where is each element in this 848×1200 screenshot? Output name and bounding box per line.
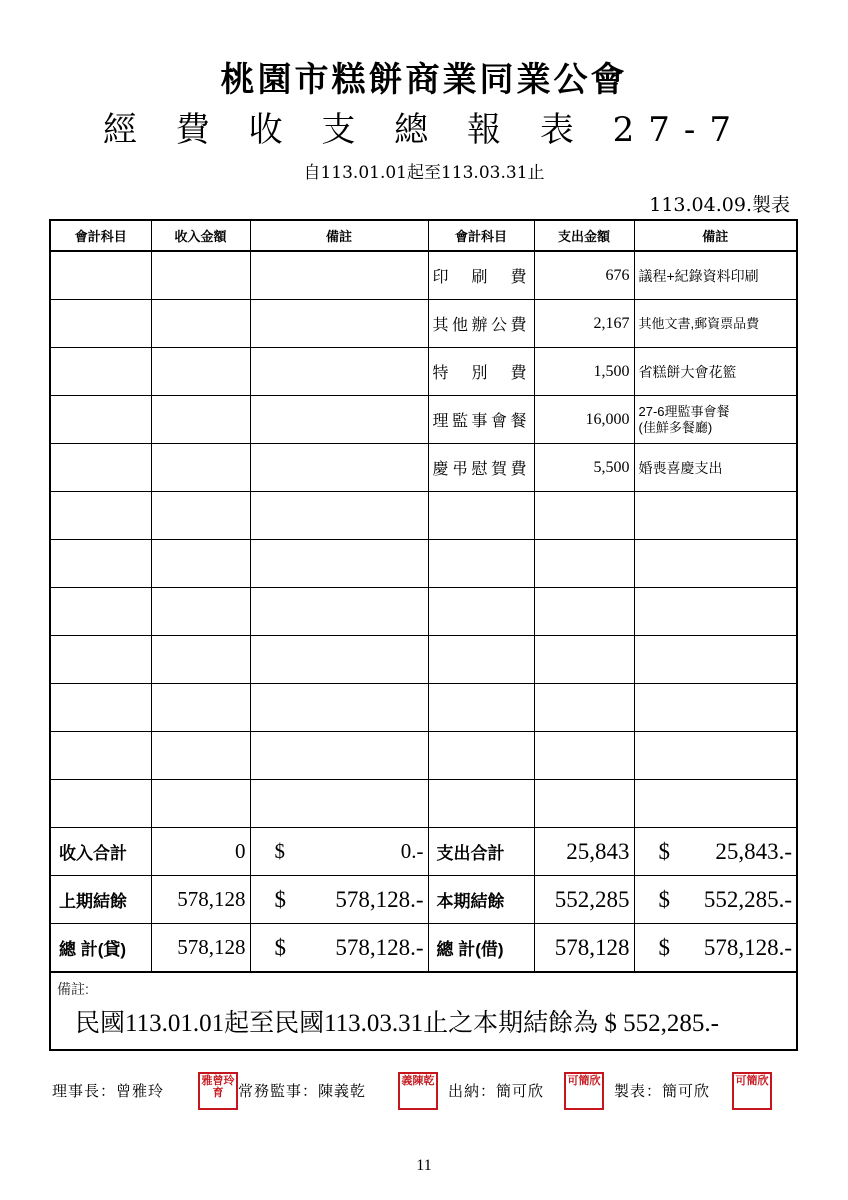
chairman-seal: 雅曾玲育 [198, 1072, 238, 1110]
credit-total: 578,128 [151, 924, 250, 973]
supervisor-signature: 常務監事：陳義乾 [238, 1082, 367, 1100]
income-total-value: 0.- [400, 839, 424, 863]
table-row [50, 444, 797, 492]
dollar-sign: $ [274, 886, 286, 912]
prev-balance: 578,128 [151, 876, 250, 924]
totals-row [50, 828, 797, 876]
empty-row [50, 540, 797, 588]
remark-label: 備註: [57, 981, 89, 997]
dollar-sign: $ [274, 934, 286, 960]
maker-signature: 製表：簡可欣 [614, 1082, 711, 1100]
table-row [50, 348, 797, 396]
expense-amount: 5,500 [534, 444, 634, 492]
dollar-sign: $ [274, 839, 285, 863]
expense-note-line: 27-6理監事會餐 [638, 403, 730, 419]
curr-balance-value: 552,285.- [703, 886, 792, 912]
maker-seal: 可簡欣 [732, 1072, 772, 1110]
expense-account: 其他辦公費 [428, 300, 534, 348]
report-period: 自113.01.01起至113.03.31止 [303, 163, 545, 183]
credit-total-value: 578,128.- [335, 934, 424, 960]
debit-total-label: 總 計(借) [428, 924, 534, 973]
made-date: 113.04.09.製表 [649, 194, 790, 216]
expense-account: 慶弔慰賀費 [428, 444, 534, 492]
empty-row [50, 684, 797, 732]
grand-total-row [50, 924, 797, 973]
page-number: 11 [416, 1157, 432, 1174]
expense-total: 25,843 [534, 828, 634, 876]
income-total-label: 收入合計 [50, 828, 151, 876]
expense-note: 議程+紀錄資料印刷 [634, 251, 797, 300]
dollar-sign: $ [658, 886, 670, 912]
empty-row [50, 492, 797, 540]
expense-account: 特別費 [428, 348, 534, 396]
header-income-note: 備註 [250, 220, 428, 251]
expense-account: 印刷費 [428, 251, 534, 300]
expense-amount: 676 [534, 251, 634, 300]
credit-total-label: 總 計(貸) [50, 924, 151, 973]
header-income-account: 會計科目 [50, 220, 151, 251]
cashier-signature: 出納：簡可欣 [448, 1082, 545, 1100]
header-expense-amount: 支出金額 [534, 220, 634, 251]
debit-total-dollar [634, 924, 797, 973]
expense-note: 其他文書,郵資票品費 [634, 300, 797, 348]
expense-note-line: (佳鮮多餐廳) [638, 419, 713, 435]
expense-total-value: 25,843.- [715, 838, 792, 864]
expense-note: 婚喪喜慶支出 [634, 444, 797, 492]
empty-row [50, 636, 797, 684]
document-subtitle: 經 費 收 支 總 報 表 27-7 [102, 110, 746, 150]
curr-balance: 552,285 [534, 876, 634, 924]
empty-row [50, 588, 797, 636]
cashier-seal: 可簡欣 [564, 1072, 604, 1110]
empty-row [50, 732, 797, 780]
curr-balance-dollar [634, 876, 797, 924]
debit-total-value: 578,128.- [703, 934, 792, 960]
dollar-sign: $ [658, 934, 670, 960]
header-expense-account: 會計科目 [428, 220, 534, 251]
expense-total-label: 支出合計 [428, 828, 534, 876]
prev-balance-value: 578,128.- [335, 886, 424, 912]
prev-balance-label: 上期結餘 [50, 876, 151, 924]
document-title: 桃園市糕餅商業同業公會 [220, 60, 628, 100]
remark-text: 民國113.01.01起至民國113.03.31止之本期結餘為 $ 552,285.- [75, 1010, 719, 1037]
expense-amount: 2,167 [534, 300, 634, 348]
expense-amount: 1,500 [534, 348, 634, 396]
debit-total: 578,128 [534, 924, 634, 973]
remark-row [50, 972, 797, 1050]
expense-total-dollar [634, 828, 797, 876]
prev-balance-dollar [250, 876, 428, 924]
budget-table [49, 219, 798, 1051]
expense-amount: 16,000 [534, 396, 634, 444]
expense-note [634, 396, 797, 444]
income-total: 0 [151, 828, 250, 876]
table-row [50, 251, 797, 300]
income-total-dollar [250, 828, 428, 876]
expense-note: 省糕餅大會花籃 [634, 348, 797, 396]
header-expense-note: 備註 [634, 220, 797, 251]
chairman-signature: 理事長：曾雅玲 [52, 1082, 165, 1100]
balance-row [50, 876, 797, 924]
supervisor-seal: 義陳乾 [398, 1072, 438, 1110]
credit-total-dollar [250, 924, 428, 973]
curr-balance-label: 本期結餘 [428, 876, 534, 924]
table-row [50, 300, 797, 348]
expense-account: 理監事會餐 [428, 396, 534, 444]
dollar-sign: $ [658, 838, 670, 864]
table-row [50, 396, 797, 444]
header-income-amount: 收入金額 [151, 220, 250, 251]
signature-line [52, 1072, 812, 1112]
empty-row [50, 780, 797, 828]
